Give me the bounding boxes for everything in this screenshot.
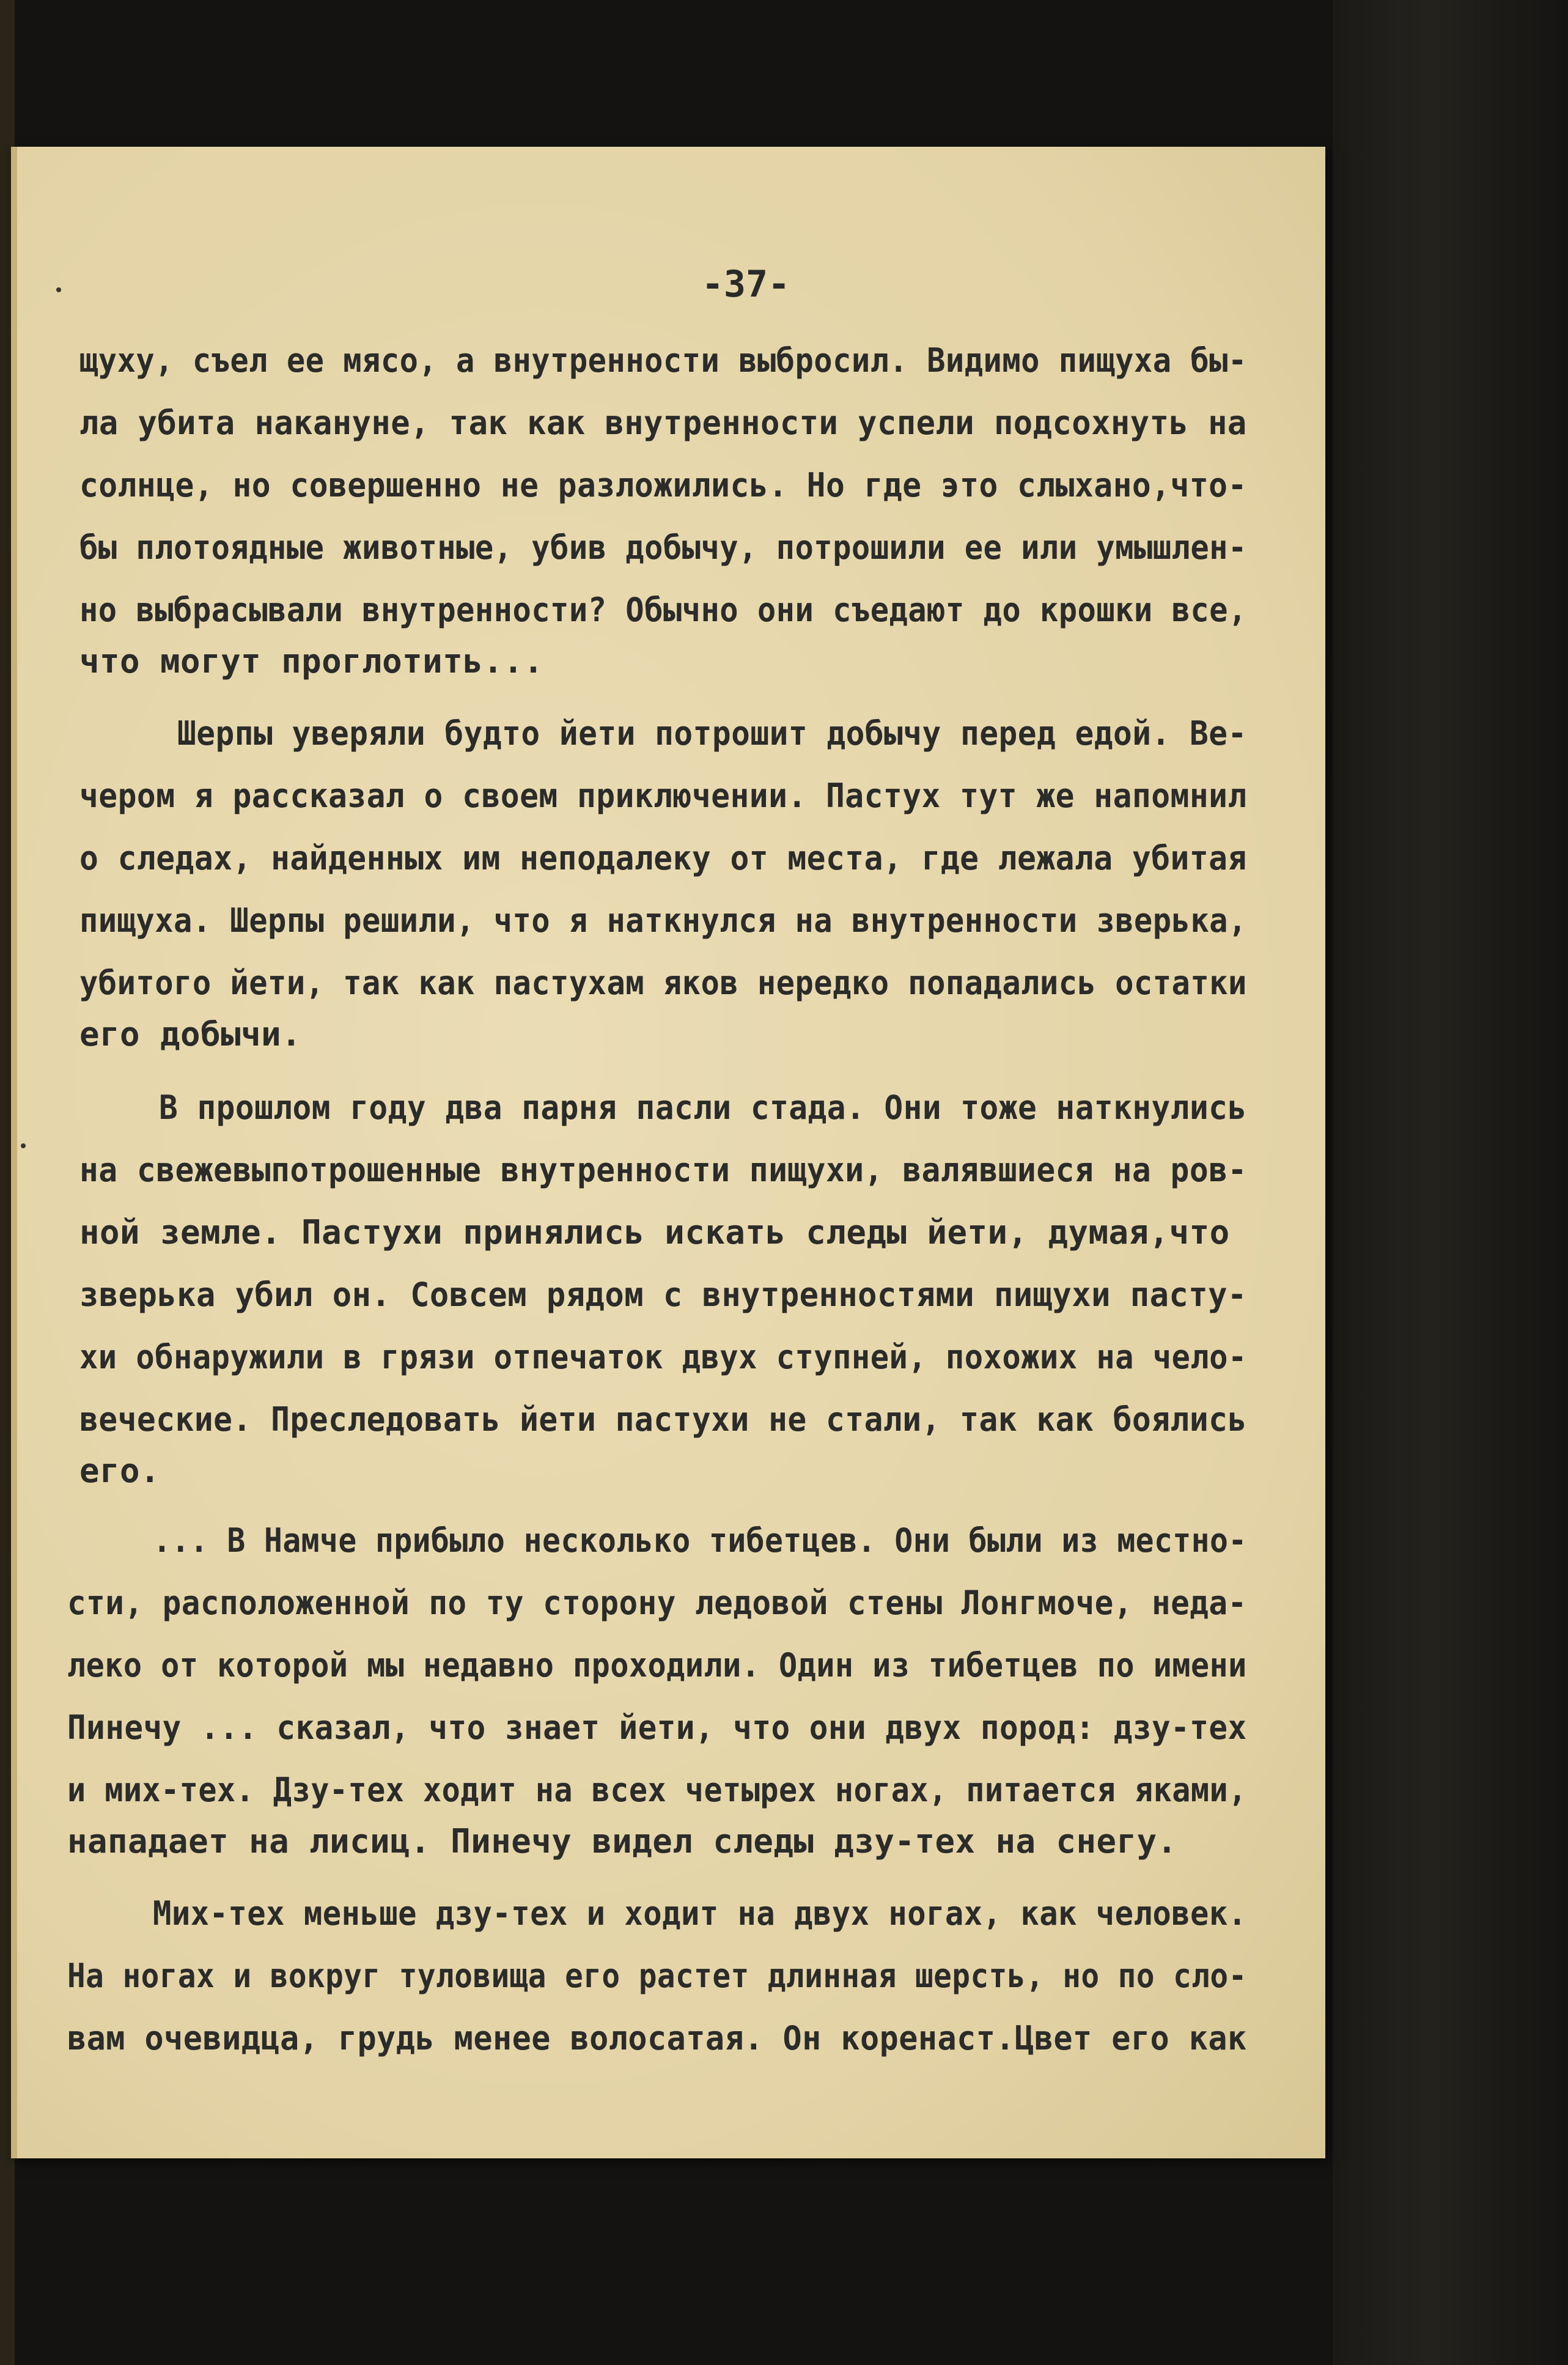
text-line: Мих-тех меньше дзу-тех и ходит на двух ногах, как человек.	[153, 1894, 1247, 1933]
text-line: ла убита накануне, так как внутренности успели подсохнуть на	[79, 404, 1247, 442]
text-line: бы плотоядные животные, убив добычу, потрошили ее или умышлен-	[79, 528, 1247, 567]
text-line: веческие. Преследовать йети пастухи не стали, так как боялись	[79, 1400, 1247, 1439]
text-line: зверька убил он. Совсем рядом с внутренностями пищухи пасту-	[79, 1275, 1247, 1314]
text-line: хи обнаружили в грязи отпечаток двух ступней, похожих на чело-	[79, 1338, 1247, 1376]
text-line: вам очевидца, грудь менее волосатая. Он коренаст.Цвет его как	[67, 2019, 1247, 2057]
text-line: щуху, съел ее мясо, а внутренности выбросил. Видимо пищуха бы-	[79, 341, 1247, 380]
text-line: что могут проглотить...	[79, 642, 544, 681]
text-line: на свежевыпотрошенные внутренности пищухи, валявшиеся на ров-	[79, 1151, 1247, 1189]
text-line: ной земле. Пастухи принялись искать следы йети, думая,что	[79, 1213, 1230, 1252]
text-line: чером я рассказал о своем приключении. Пастух тут же напомнил	[79, 777, 1247, 815]
page-speck	[21, 1143, 26, 1148]
text-line: нападает на лисиц. Пинечу видел следы дзу-тех на снегу.	[67, 1822, 1177, 1861]
text-line: его добычи.	[79, 1015, 302, 1053]
text-line: леко от которой мы недавно проходили. Один из тибетцев по имени	[67, 1646, 1247, 1684]
text-line: Шерпы уверяли будто йети потрошит добычу перед едой. Ве-	[177, 714, 1247, 753]
text-line: и мих-тех. Дзу-тех ходит на всех четырех ногах, питается яками,	[67, 1771, 1247, 1809]
page-number: -37-	[701, 263, 790, 306]
text-line: убитого йети, так как пастухам яков нередко попадались остатки	[79, 964, 1247, 1002]
text-line: На ногах и вокруг туловища его растет длинная шерсть, но по сло-	[67, 1957, 1247, 1995]
page-speck	[56, 287, 61, 292]
text-line: сти, расположенной по ту сторону ледовой стены Лонгмоче, неда-	[67, 1584, 1247, 1622]
text-line: ... В Намче прибыло несколько тибетцев. Они были из местно-	[153, 1521, 1247, 1560]
text-line: В прошлом году два парня пасли стада. Они тоже наткнулись	[159, 1088, 1247, 1127]
text-line: пищуха. Шерпы решили, что я наткнулся на внутренности зверька,	[79, 901, 1247, 940]
text-line: его.	[79, 1452, 161, 1490]
text-line: Пинечу ... сказал, что знает йети, что они двух пород: дзу-тех	[67, 1708, 1247, 1747]
background-right	[1333, 0, 1568, 2365]
text-line: о следах, найденных им неподалеку от места, где лежала убитая	[79, 839, 1247, 877]
text-line: но выбрасывали внутренности? Обычно они съедают до крошки все,	[79, 591, 1247, 629]
text-line: солнце, но совершенно не разложились. Но где это слыхано,что-	[79, 466, 1247, 504]
